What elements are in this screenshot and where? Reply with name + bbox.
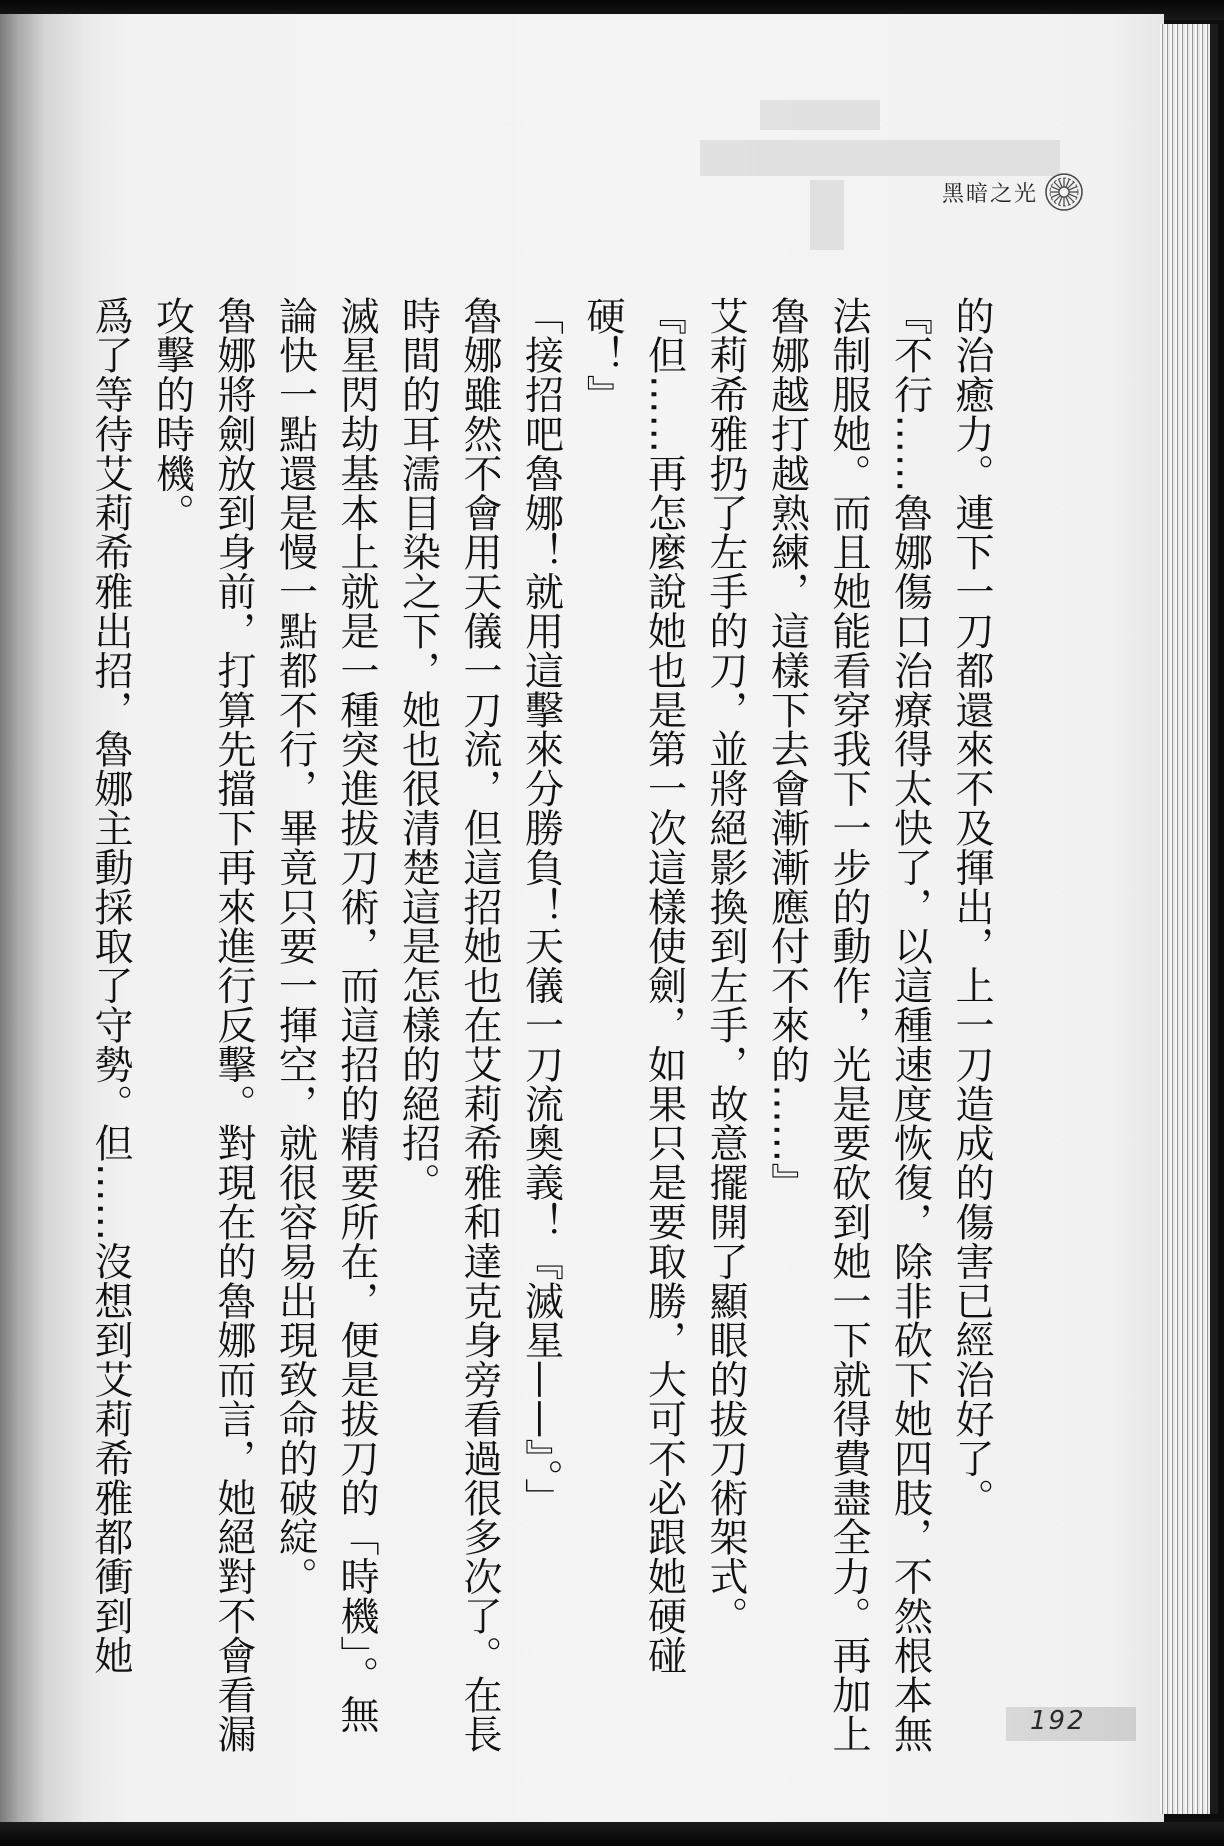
book-fore-edge xyxy=(1160,24,1218,1814)
paragraph: 『但……再怎麼說她也是第一次這樣使劍，如果只是要取勝，大可不必跟她硬碰硬！』 xyxy=(580,296,687,1675)
vertical-body-text xyxy=(88,296,1002,1766)
paragraph: 的治癒力。連下一刀都還來不及揮出，上一刀造成的傷害已經治好了。 xyxy=(949,296,994,1518)
running-header-title: 黑暗之光 xyxy=(941,181,1038,207)
paragraph: 「接招吧魯娜！就用這擊來分勝負！天儀一刀流奧義！『滅星——』。」 xyxy=(518,296,564,1518)
scan-bottom-edge xyxy=(0,1822,1224,1846)
paragraph: 魯娜雖然不會用天儀一刀流，但這招她也在艾莉希雅和達克身旁看過很多次了。在長時間的耳濡目染之下，她也很清楚這是怎樣的絕招。 xyxy=(395,296,502,1754)
paragraph: 滅星閃劫基本上就是一種突進拔刀術，而這招的精要所在，便是拔刀的「時機」。無論快一點還是慢一點都不行，畢竟只要一揮空，就很容易出現致命的破綻。 xyxy=(272,296,379,1735)
chrysanthemum-icon xyxy=(1044,172,1084,212)
running-header xyxy=(942,172,1084,212)
page-number: 192 xyxy=(1030,1706,1086,1736)
paragraph: 爲了等待艾莉希雅出招，魯娜主動採取了守勢。但……沒想到艾莉希雅都衝到她 xyxy=(88,296,133,1675)
paragraph: 魯娜將劍放到身前，打算先擋下再來進行反擊。對現在的魯娜而言，她絕對不會看漏攻擊的時機。 xyxy=(149,296,256,1754)
paragraph: 艾莉希雅扔了左手的刀，並將絕影換到左手，故意擺開了顯眼的拔刀術架式。 xyxy=(703,296,748,1636)
paragraph: 『不行……魯娜傷口治療得太快了，以這種速度恢復，除非砍下她四肢，不然根本無法制服她。而且她能看穿我下一步的動作，光是要砍到她一下就得費盡全力。再加上魯娜越打越熟練，這樣下去會漸漸應付不來的……』 xyxy=(764,296,933,1754)
